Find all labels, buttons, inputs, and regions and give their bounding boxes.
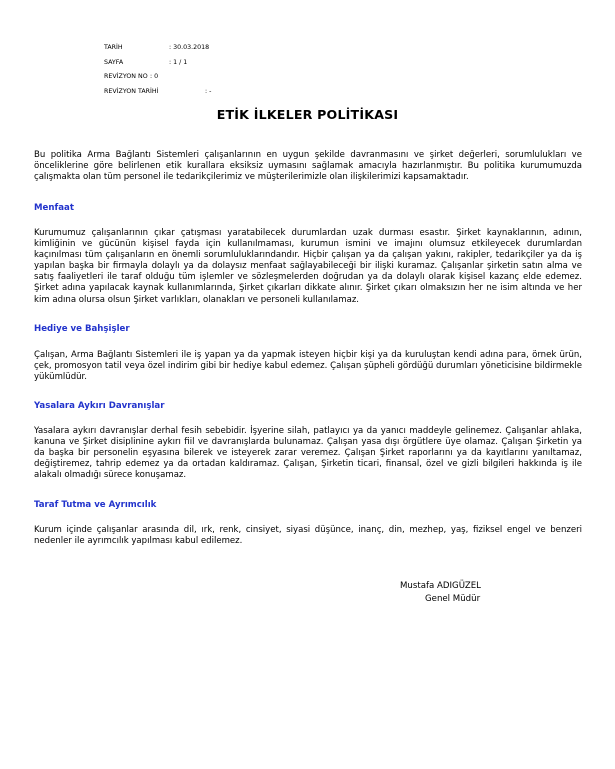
section-heading: Hediye ve Bahşişler bbox=[34, 324, 130, 334]
section-paragraph: Çalışan, Arma Bağlantı Sistemleri ile iş yapan ya da yapmak isteyen hiçbir kişi ya da kuruluştan kendi adına para, örnek ürün, çek, promosyon tatil veya özel indirim gibi bir hediye kabul edemez. Çalışan şüpheli gördüğü durumları yöneticisine bildirmekle yükümlüdür. bbox=[34, 350, 582, 383]
section-heading: Taraf Tutma ve Ayrımcılık bbox=[34, 500, 157, 510]
section-paragraph: Kurum içinde çalışanlar arasında dil, ırk, renk, cinsiyet, siyasi düşünce, inanç, din, mezhep, yaş, fiziksel engel ve benzeri nedenler ile ayrımcılık yapılması kabul edilemez. bbox=[34, 525, 582, 547]
signatory-name: Mustafa ADIGÜZEL bbox=[400, 581, 481, 591]
header-value: : 30.03.2018 bbox=[169, 44, 210, 51]
section-heading: Yasalara Aykırı Davranışlar bbox=[34, 401, 165, 411]
header-value: : - bbox=[205, 87, 212, 95]
header-label: REVİZYON NO bbox=[104, 73, 148, 80]
section-yasalara-body bbox=[34, 426, 582, 481]
signature-block bbox=[400, 580, 481, 605]
intro-section bbox=[34, 150, 582, 183]
section-taraf-body bbox=[34, 525, 582, 547]
header-value: : 0 bbox=[150, 73, 159, 80]
section-heading: Menfaat bbox=[34, 203, 74, 213]
header-label: TARİH bbox=[104, 44, 123, 51]
section-menfaat-body bbox=[34, 228, 582, 306]
intro-paragraph: Bu politika Arma Bağlantı Sistemleri çalışanlarının en uygun şekilde davranmasını ve şirket değerleri, sorumlulukları ve önceliklerine göre belirlenen etik kurallara eksiksiz uymasını sağlamak amacıyla hazırlanmıştır. Bu politika kurumumuzda çalışmakta olan tüm personel ile tedarikçilerimiz ve müşterilerimizle olan ilişkilerimizi kapsamaktadır. bbox=[34, 150, 582, 183]
section-hediye bbox=[34, 324, 582, 335]
section-menfaat bbox=[34, 203, 582, 214]
section-hediye-body bbox=[34, 350, 582, 383]
signatory-title: Genel Müdür bbox=[425, 593, 481, 604]
section-paragraph: Yasalara aykırı davranışlar derhal fesih sebebidir. İşyerine silah, patlayıcı ya da yanıcı maddeyle gelinemez. Çalışanlar ahlaka, kanuna ve Şirket disiplinine aykırı fiil ve davranışlarda bulunamaz. Çalışan yasa dışı örgütlere üye olamaz. Çalışan Şirketin ya da başka bir personelin eşyasına bilerek ve isteyerek zarar veremez. Çalışan Şirket raporlarını ya da kayıtlarını yanıltamaz, değiştiremez, tahrip edemez ya da ortadan kaldıramaz. Çalışan, Şirketin ticari, finansal, özel ve gizli bilgileri hakkında iş ile alakalı olmadığı sürece konuşamaz. bbox=[34, 426, 582, 481]
header-label: REVİZYON TARİHİ bbox=[104, 87, 159, 95]
section-yasalara bbox=[34, 401, 582, 412]
document-title: ETİK İLKELER POLİTİKASI bbox=[216, 107, 399, 122]
section-paragraph: Kurumumuz çalışanlarının çıkar çatışması yaratabilecek durumlardan uzak durması esastır. Şirket kaynaklarının, adının, kimliğinin ve gücünün kişisel fayda için kullanılmaması, kurumun ismini ve imajını olumsuz etkileyecek durumlardan kaçınılması tüm çalışanların en önemli sorumluluklarındandır. Hiçbir çalışan ya da çalışan yakını, rakipler, tedarikçiler ya da iş yapılan başka bir firmayla dolaylı ya da dolaysız menfaat sağlayabileceği bir ilişki kuramaz. Çalışanlar şirketin satın alma ve satış faaliyetleri ile taraf olduğu tüm işlemler ve sözleşmelerden doğrudan ya da dolaylı olarak kişisel kazanç elde edemez. Şirket adına yapılacak kaynak kullanımlarında, Şirket çıkarları dikkate alınır. Şirket çıkarı olmaksızın her ne isim altında ve her kim adına olursa olsun Şirket varlıkları, olanakları ve personeli kullanılamaz. bbox=[34, 228, 582, 305]
section-taraf bbox=[34, 500, 582, 511]
header-value: : 1 / 1 bbox=[169, 58, 188, 66]
header-label: SAYFA bbox=[104, 58, 124, 66]
